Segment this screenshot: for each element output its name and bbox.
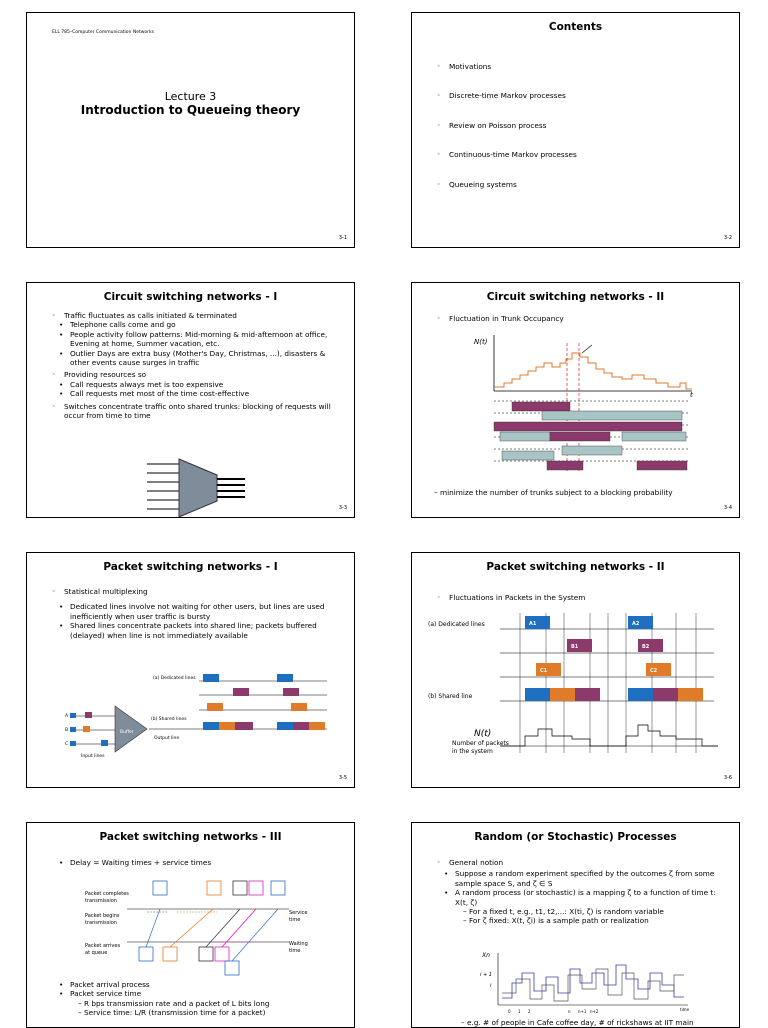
sub-bullet: • Call requests always met is too expensive [52, 380, 342, 389]
tick-2: 2 [528, 1009, 531, 1014]
slide-packet-1 [26, 552, 355, 788]
contents-item: ◦ Review on Poisson process [437, 121, 727, 130]
lecture-number: Lecture 3 [164, 90, 217, 103]
slide-heading: Circuit switching networks - II [486, 291, 665, 303]
output-line-label: Output line [154, 736, 180, 741]
time-label: time [680, 1007, 690, 1012]
slide-heading: Packet switching networks - I [103, 561, 278, 573]
bullet: ◦ Statistical multiplexing [52, 587, 342, 596]
packet-c2-label: C2 [650, 668, 658, 674]
input-a-label: A [65, 714, 69, 719]
shared-line-label: (b) Shared line [428, 693, 473, 700]
input-c-label: C [65, 742, 69, 747]
dedicated-lines-label: (a) Dedicated lines [153, 676, 196, 681]
sub-bullet: • Telephone calls come and go [52, 320, 342, 329]
y-axis-label: N(t) [474, 338, 488, 346]
packet-a1-label: A1 [529, 621, 537, 627]
page-number: 3-6 [723, 775, 732, 781]
label-waiting-2: time [289, 948, 301, 954]
bullet: ◦ Switches concentrate traffic onto shared trunks: blocking of requests will occur from time to time [52, 402, 342, 421]
slide-heading: Contents [548, 21, 603, 33]
input-b-label: B [65, 728, 69, 733]
trunk-occupancy-figure [412, 283, 740, 518]
page-number: 3-2 [723, 235, 732, 241]
npackets-label-1: Number of packets [452, 740, 509, 747]
label-completes-1: Packet completes [85, 891, 129, 897]
sub-bullet: • Shared lines concentrate packets into shared line; packets buffered (delayed) when line is not immediately available [52, 621, 342, 640]
tick-n2: n+2 [590, 1009, 599, 1014]
contents-item: ◦ Motivations [437, 62, 727, 71]
page-number: 3-5 [338, 775, 347, 781]
sub-bullet: • Call requests met most of the time cost-effective [52, 389, 342, 398]
label-arrives-1: Packet arrives [85, 943, 121, 949]
slide-heading: Circuit switching networks - I [103, 291, 278, 303]
switch-concentrator-diagram [137, 455, 277, 518]
slide-heading: Packet switching networks - II [486, 561, 665, 573]
slide-heading: Random (or Stochastic) Processes [474, 831, 677, 843]
npackets-label-2: in the system [452, 748, 493, 755]
sub-bullet: • Packet service time [52, 989, 342, 998]
dedicated-lines-label: (a) Dedicated lines [428, 621, 485, 628]
label-waiting-1: Waiting [289, 941, 308, 947]
contents-item: ◦ Queueing systems [437, 180, 727, 189]
sub-sub-item: – Service time: L/R (transmission time for a packet) [78, 1008, 266, 1018]
nt-label: N(t) [474, 729, 492, 739]
bullet: • Delay = Waiting times + service times [52, 858, 342, 867]
sub-sub-item: – For ζ fixed: X(t, ζi) is a sample path or realization [463, 916, 649, 926]
slide-title [26, 12, 355, 248]
slide-circuit-2 [411, 282, 740, 518]
label-completes-2: transmission [85, 898, 117, 904]
xn-label: Xn [482, 952, 490, 959]
course-header: ELL 785–Computer Communication Networks [52, 30, 154, 35]
x-axis-label: t [690, 391, 693, 399]
tick-n1: n+1 [578, 1009, 587, 1014]
page-number: 3-4 [723, 505, 732, 511]
level-i1-label: i + 1 [480, 972, 492, 978]
slide-contents [411, 12, 740, 248]
bullet: ◦ Fluctuation in Trunk Occupancy [437, 314, 727, 323]
figure-note: – minimize the number of trunks subject to a blocking probability [434, 488, 673, 497]
label-begins-1: Packet begins [85, 913, 120, 919]
label-service-1: Service [289, 910, 308, 916]
multiplexing-diagram [27, 553, 355, 788]
sub-sub-item: – For a fixed t, e.g., t1, t2,...: X(ti, ζ) is random variable [463, 907, 664, 917]
tick-1: 1 [518, 1009, 521, 1014]
packet-c1-label: C1 [540, 668, 548, 674]
tick-n: n [568, 1009, 571, 1014]
slide-packet-2 [411, 552, 740, 788]
slide-heading: Packet switching networks - III [99, 831, 282, 843]
page-number: 3-1 [338, 235, 347, 241]
bullet: ◦ General notion [437, 858, 727, 867]
tick-0: 0 [508, 1009, 511, 1014]
level-i-label: i [490, 983, 492, 989]
bullet: ◦ Providing resources so [52, 370, 342, 379]
lecture-title: Introduction to Queueing theory [80, 103, 301, 117]
contents-item: ◦ Discrete-time Markov processes [437, 91, 727, 100]
buffer-label: Buffer [120, 730, 134, 735]
sample-path-figure [412, 823, 740, 1028]
sub-bullet: • A random process (or stochastic) is a mapping ζ to a function of time t: X(t, ζ) [437, 888, 727, 907]
input-lines-label: Input lines [81, 754, 105, 759]
packet-b2-label: B2 [642, 644, 650, 650]
sub-bullet: • Outlier Days are extra busy (Mother's Day, Christmas, ...), disasters & other events cause surges in traffic [52, 349, 342, 368]
packet-fluctuation-figure [412, 553, 740, 788]
slide-circuit-1 [26, 282, 355, 518]
bullet: ◦ Fluctuations in Packets in the System [437, 593, 727, 602]
packet-a2-label: A2 [632, 621, 640, 627]
label-arrives-2: at queue [85, 950, 108, 956]
bullet: ◦ Traffic fluctuates as calls initiated & terminated [52, 311, 342, 320]
label-service-2: time [289, 917, 301, 923]
page-number: 3-3 [338, 505, 347, 511]
sub-bullet: • Dedicated lines involve not waiting for other users, but lines are used inefficiently when user traffic is bursty [52, 602, 342, 621]
sub-bullet: • People activity follow patterns: Mid-morning & mid-afternoon at office, Evening at home, Summer vacation, etc. [52, 330, 342, 349]
sub-bullet: • Packet arrival process [52, 980, 342, 989]
label-begins-2: transmission [85, 920, 117, 926]
sub-bullet: • Suppose a random experiment specified by the outcomes ζ from some sample space S, and ζ ∈ S [437, 869, 727, 888]
example-note: – e.g. # of people in Cafe coffee day, # of rickshaws at IIT main [461, 1018, 694, 1027]
shared-lines-label: (b) Shared lines [151, 717, 187, 722]
packet-b1-label: B1 [571, 644, 579, 650]
slide-packet-3 [26, 822, 355, 1028]
sub-sub-item: – R bps transmission rate and a packet of L bits long [78, 998, 270, 1008]
slide-random-processes [411, 822, 740, 1028]
contents-item: ◦ Continuous-time Markov processes [437, 150, 727, 159]
